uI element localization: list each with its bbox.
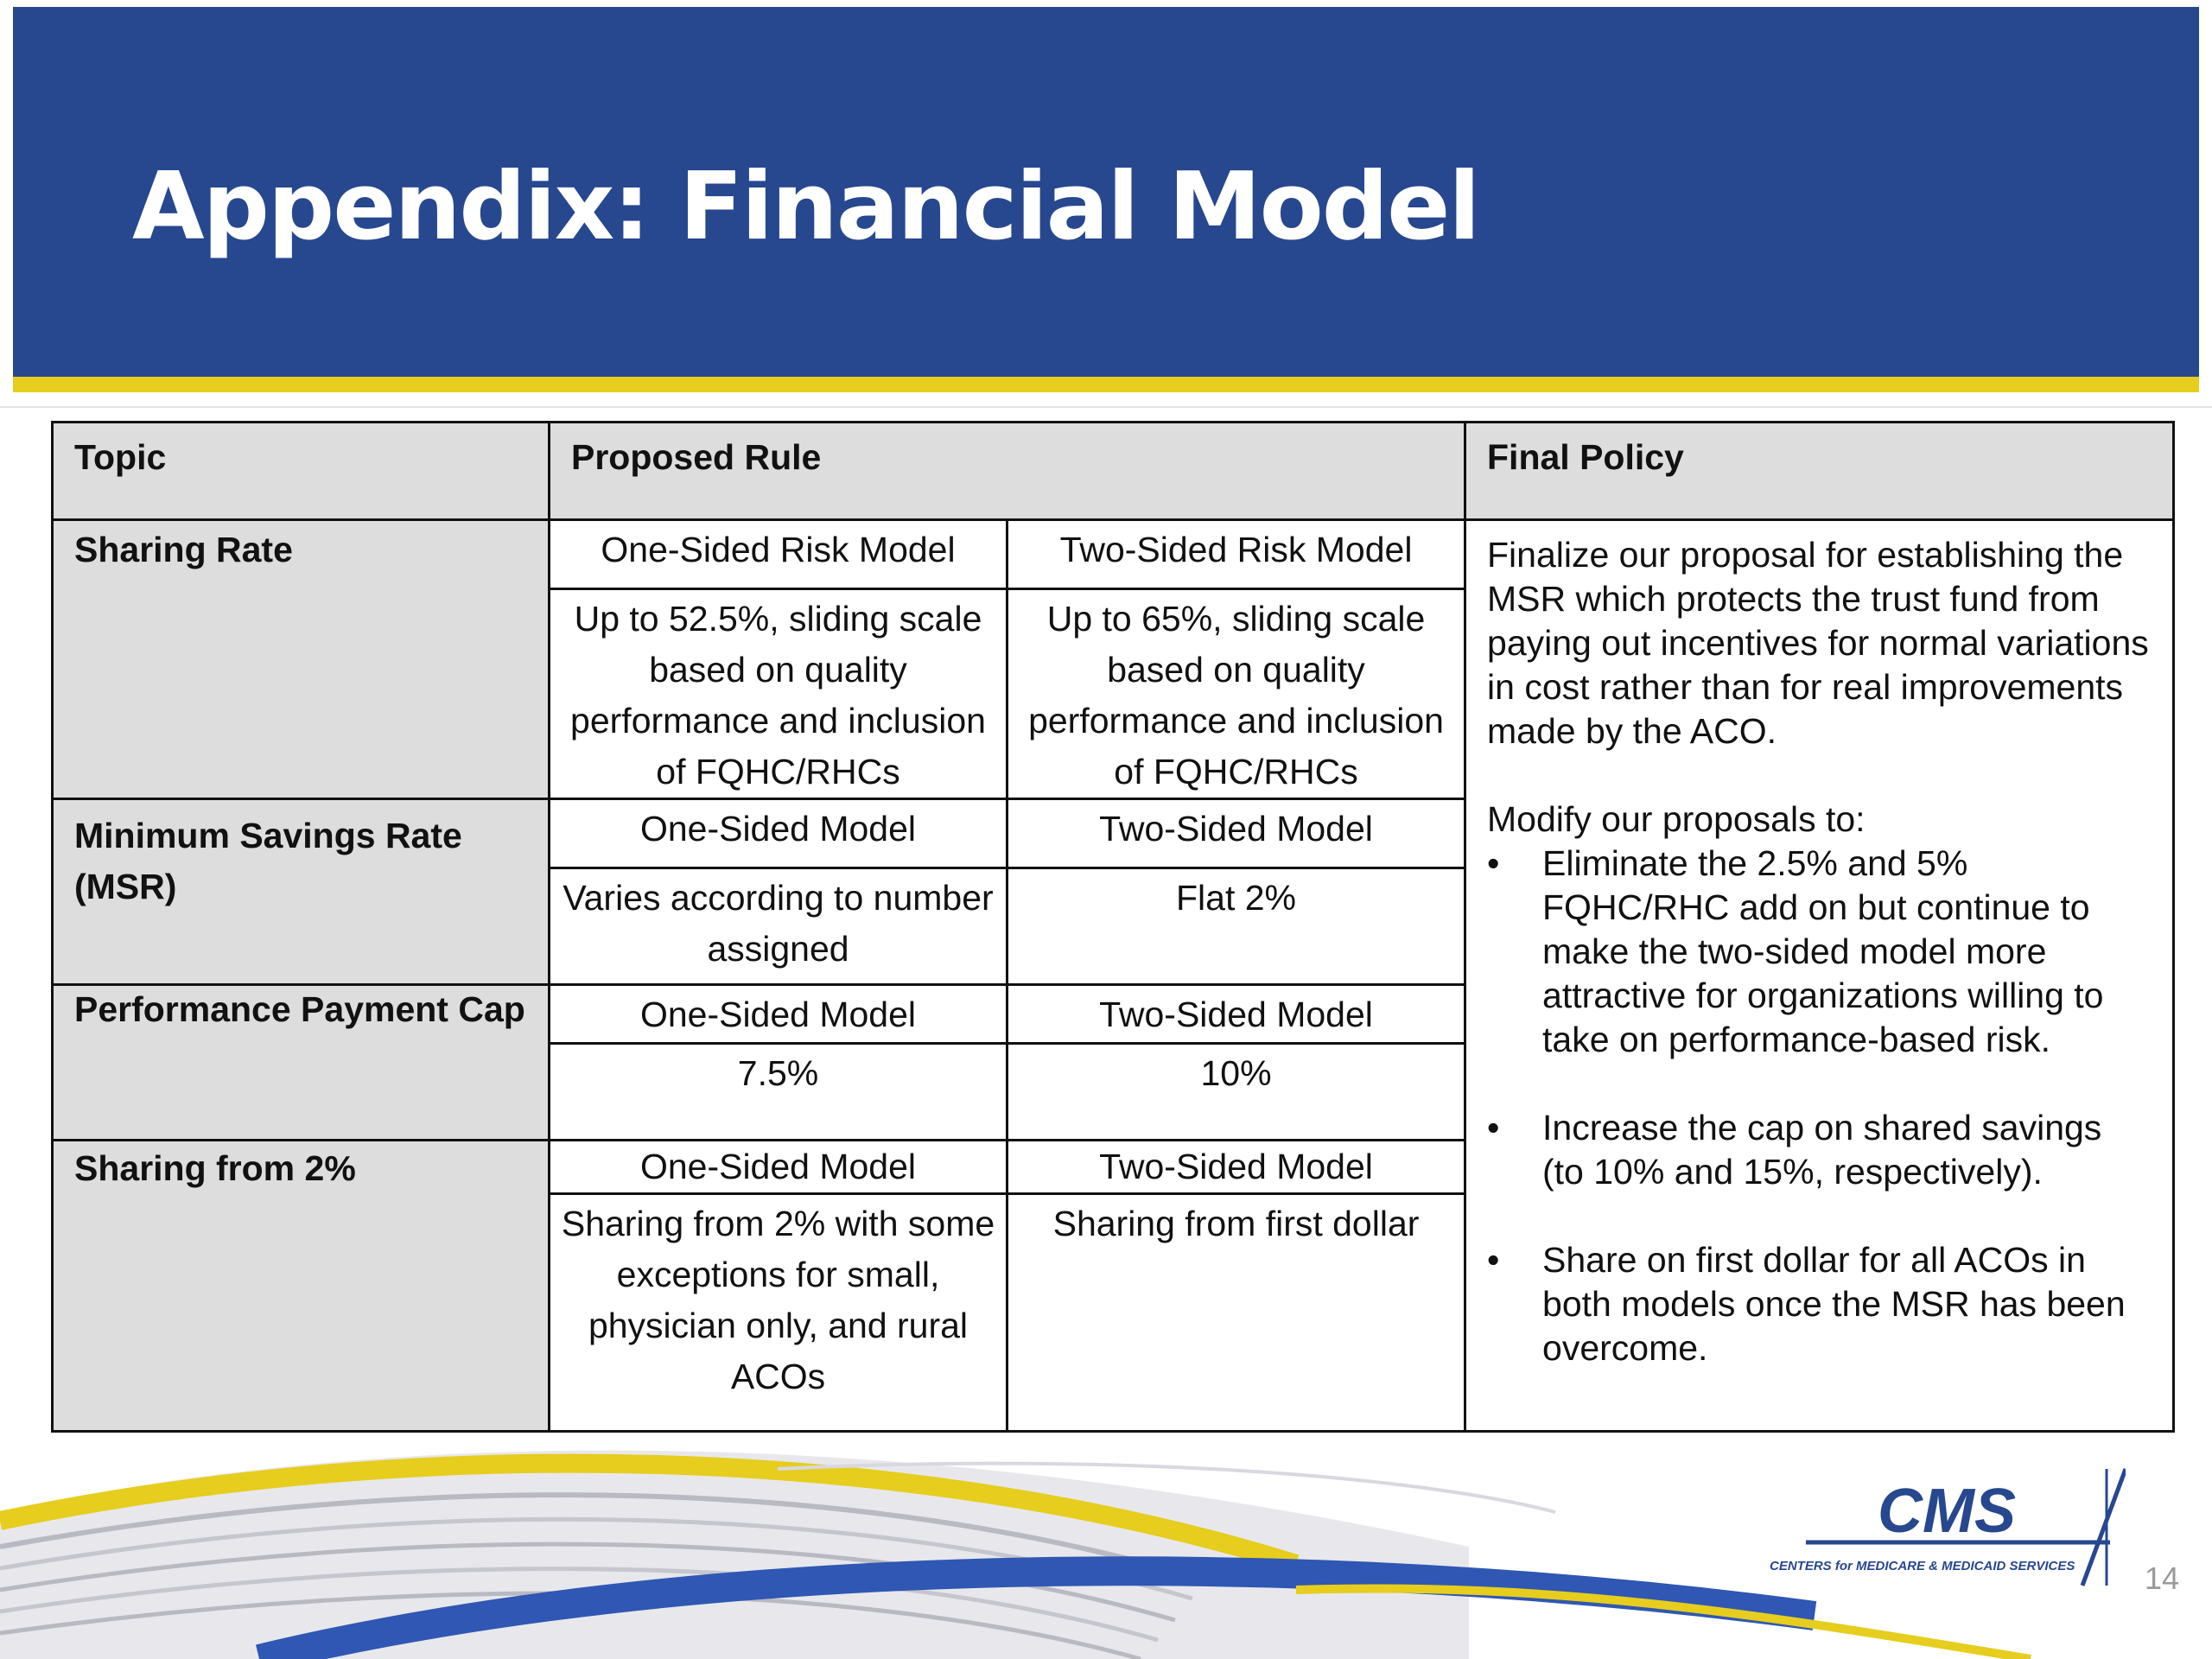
two-sided-value: Flat 2% — [1007, 868, 1465, 985]
two-sided-value: 10% — [1007, 1044, 1465, 1141]
two-sided-value: Sharing from first dollar — [1007, 1194, 1465, 1432]
two-sided-label: Two-Sided Model — [1007, 985, 1465, 1044]
final-policy-modify: Modify our proposals to: — [1487, 799, 1866, 839]
one-sided-label: One-Sided Risk Model — [550, 520, 1007, 589]
header-final-policy: Final Policy — [1465, 423, 2174, 520]
one-sided-label: One-Sided Model — [550, 985, 1007, 1044]
list-item — [1487, 842, 2150, 1062]
final-policy-cell — [1465, 520, 2174, 1432]
banner-accent-stripe — [13, 377, 2199, 392]
one-sided-value: Up to 52.5%, sliding scale based on quality performance and inclusion of FQHC/RHCs — [550, 589, 1007, 799]
topic-minimum-savings-rate: Minimum Savings Rate (MSR) — [53, 799, 550, 985]
bullet-marker: • — [1487, 843, 1500, 883]
table-row — [53, 520, 2174, 589]
topic-performance-payment-cap: Performance Payment Cap — [53, 985, 550, 1141]
financial-model-table — [51, 421, 2175, 1433]
one-sided-value: 7.5% — [550, 1044, 1007, 1141]
bullet-text: Increase the cap on shared savings (to 10% and 15%, respectively). — [1542, 1108, 2102, 1192]
header-topic: Topic — [53, 423, 550, 520]
cms-logo-text: CMS — [1878, 1477, 2016, 1546]
two-sided-label: Two-Sided Risk Model — [1007, 520, 1465, 589]
one-sided-value: Varies according to number assigned — [550, 868, 1007, 985]
two-sided-label: Two-Sided Model — [1007, 799, 1465, 868]
bullet-text: Eliminate the 2.5% and 5% FQHC/RHC add on but continue to make the two-sided model more attractive for organizations willing to take on performance-based risk. — [1542, 843, 2104, 1059]
cms-logo-subtitle: CENTERS for MEDICARE & MEDICAID SERVICES — [1770, 1559, 2075, 1573]
final-policy-intro: Finalize our proposal for establishing the MSR which protects the trust fund from paying out incentives for normal variations in cost rather than for real improvements made by the ACO. — [1487, 535, 2149, 751]
list-item — [1487, 1106, 2150, 1194]
topic-sharing-rate: Sharing Rate — [53, 520, 550, 799]
one-sided-label: One-Sided Model — [550, 1141, 1007, 1194]
cms-logo — [1763, 1465, 2126, 1594]
list-item — [1487, 1238, 2150, 1370]
header-proposed-rule: Proposed Rule — [550, 423, 1465, 520]
bullet-marker: • — [1487, 1108, 1500, 1147]
two-sided-value: Up to 65%, sliding scale based on quality performance and inclusion of FQHC/RHCs — [1007, 589, 1465, 799]
one-sided-label: One-Sided Model — [550, 799, 1007, 868]
two-sided-label: Two-Sided Model — [1007, 1141, 1465, 1194]
topic-sharing-from-2: Sharing from 2% — [53, 1141, 550, 1432]
page-title: Appendix: Financial Model — [132, 153, 1479, 261]
banner-divider — [0, 406, 2212, 408]
page-number: 14 — [2144, 1560, 2179, 1596]
table-header-row — [53, 423, 2174, 520]
one-sided-value: Sharing from 2% with some exceptions for small, physician only, and rural ACOs — [550, 1194, 1007, 1432]
bullet-text: Share on first dollar for all ACOs in both models once the MSR has been overcome. — [1542, 1240, 2126, 1368]
final-policy-list — [1487, 842, 2150, 1370]
bullet-marker: • — [1487, 1240, 1500, 1280]
